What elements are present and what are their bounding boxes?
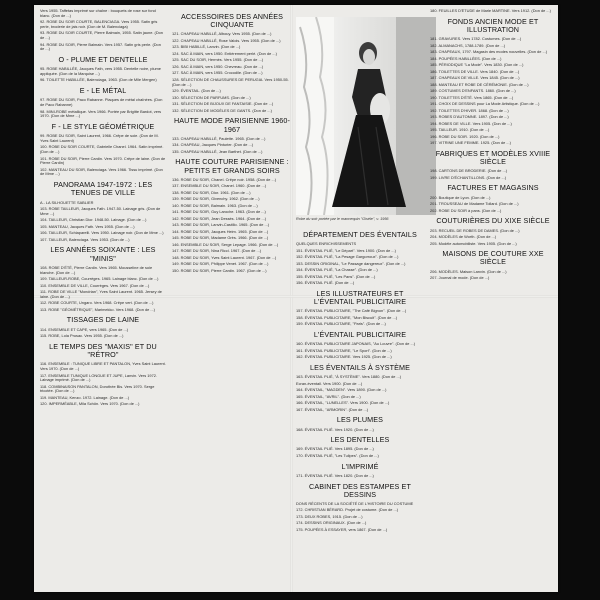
catalogue-entry: 107. TAILLEUR, Balenciaga. Vers 1953. (Don de ...) [40, 236, 130, 242]
section-heading: LES PLUMES [336, 415, 384, 425]
catalogue-entry: 99. ROBE DU SOIR, Saint Laurent, 1966. Crêpe de soie. (Don de M. Yves Saint Laurent) [40, 133, 159, 143]
catalogue-entry: 200. Boutique de Lyon. (Don de ...) [430, 194, 491, 200]
catalogue-sheet [34, 5, 558, 592]
catalogue-entry: 161. ÉVENTAIL PUBLICITAIRE, "Le Sport". (Don de ...) [296, 347, 392, 353]
catalogue-entry: QUELQUES ENRICHISSEMENTS [296, 241, 357, 247]
section-heading: HAUTE MODE PARISIENNE 1960-1967 [174, 116, 290, 134]
catalogue-entry: 189. COSTUMES D'ENFANTS. 1860. (Don de ...) [430, 88, 516, 94]
catalogue-entry: 158. ÉVENTAIL PUBLICITAIRE, "Mon Biscuit". (Don de ...) [296, 314, 398, 320]
catalogue-entry: 152. ÉVENTAIL PLIÉ, "La Pesage Gargorroux". (Don de ...) [296, 254, 399, 260]
catalogue-entry: 193. ROBES D'AUTOMNE. 1897. (Don de ...) [430, 114, 509, 120]
catalogue-entry: 159. ÉVENTAIL PUBLICITAIRE, "Paris". (Don de ...) [296, 321, 386, 327]
catalogue-entry: 112. ROBE COURTE, Ungaro. Vers 1968. Crêpe vert. (Don de ...) [40, 300, 154, 306]
catalogue-entry: 162. ÉVENTAIL PUBLICITAIRE. Vers 1925. (Don de ...) [296, 354, 392, 360]
catalogue-entry: 98. MINI-ROBE métallique. Vers 1966. Portée par Brigitte Bardot, vers 1970. (Don de Mme ...) [40, 108, 162, 119]
catalogue-entry: 121. CHAPEAU HABILLÉ, Albouy. Vers 1955. (Don de ...) [172, 31, 272, 37]
section-heading: LES DENTELLES [330, 435, 390, 445]
section-heading: LE TEMPS DES "MAXIS" ET DU "RÉTRO" [49, 341, 157, 360]
section-heading: LES ANNÉES SOIXANTE : LES "MINIS" [50, 245, 156, 263]
catalogue-entry: 199. LIVRE D'ÉCHANTILLONS. (Don de ...) [430, 174, 506, 180]
section-heading: L'IMPRIMÉ [341, 461, 379, 471]
section-heading: LES ILLUSTRATEURS ET L'ÉVENTAIL PUBLICITAIRE [313, 288, 407, 307]
catalogue-entry: 191. CHOIX DE DESSINS pour La Mode Artistique. (Don de ...) [430, 101, 540, 107]
catalogue-entry: 124. SAC À MAIN, vers 1950. Entièrement perlé. (Don de ...) [172, 50, 277, 56]
catalogue-entry: 110. ENSEMBLE DE VILLE, Courrèges. Vers 1967. (Don de ...) [40, 282, 150, 288]
catalogue-entry: 133. CHAPEAU HABILLÉ, Paulette. 1965. (Don de ...) [172, 135, 266, 141]
catalogue-entry: 138. ROBE DU SOIR, Dior. 1961. (Don de ...) [172, 189, 251, 195]
catalogue-entry: 103. ROBE TAILLEUR, Jacques Fath. 1947-50. Lainage gris. (Don de Mme ...) [40, 206, 161, 216]
catalogue-entry: 170. ÉVENTAIL PLIÉ, "Les Tulipes". (Don de ...) [296, 452, 379, 458]
section-heading: FONDS ANCIEN MODE ET ILLUSTRATION [447, 16, 539, 34]
catalogue-entry: 192. TOILETTES D'HIVER. 1868. (Don de ...) [430, 107, 509, 113]
catalogue-entry: 117. ENSEMBLE TUNIQUE LONGUE ET JUPE, Lanvin. Vers 1972. Lainage imprimé. (Don de ...) [40, 372, 157, 383]
catalogue-entry: 96. TOILETTE HABILLÉE, Balenciaga, 1963. (Don de Mlle Mergen) [40, 77, 157, 83]
catalogue-entry: 181. GRAVURES. Vers 1782. Costumes. (Don de ...) [430, 36, 522, 42]
catalogue-entry: 155. ÉVENTAIL PLIÉ, "Les Pans". (Don de ...) [296, 273, 376, 279]
catalogue-entry: 128. SÉLECTION DE CHAUSSURES DE PERUGIA. Vers 1950-55. (Don de ...) [172, 76, 289, 87]
catalogue-entry: 105. MANTEAU, Jacques Fath. Vers 1955. (Don de ...) [40, 223, 135, 229]
section-heading: MAISONS DE COUTURE XXE SIÈCLE [442, 249, 544, 267]
catalogue-entry: 140. ROBE DU SOIR, Balmain. 1963. (Don de ...) [172, 202, 258, 208]
catalogue-entry: 180. FEUILLES D'ÉTUDE de Marie MARTINE. Vers 1912. (Don de ...) [430, 9, 551, 13]
catalogue-entry: 165. ÉVENTAIL, "AVRIL". (Don de ...) [296, 393, 361, 399]
catalogue-entry: 92. ROBE DU SOIR COURTE, BALENCIAGA. Vers 1955. Satin gris perle, broderie de jais noir. (Don de M. Balenciaga) [40, 19, 158, 29]
catalogue-entry: 206. MODÈLES. Maison Lanvin. (Don de ...) [430, 268, 507, 274]
catalogue-entry: 97. ROBE DU SOIR, Paco Rabanne. Plaques de métal chaînées. (Don de Paco Rabanne) [40, 97, 163, 108]
catalogue-entry: 134. CHAPEAU, Jacques Pinturier. (Don de ...) [172, 142, 254, 148]
catalogue-entry: 160. ÉVENTAIL PUBLICITAIRE JAPONAIS, "Au Louvre". (Don de ...) [296, 341, 416, 347]
catalogue-entry: 198. CARTONS DE BRODERIE. (Don de ...) [430, 168, 508, 174]
section-heading: CABINET DES ESTAMPES ET DESSINS [309, 481, 411, 499]
catalogue-entry: 111. ROBE DE VILLE "Mondrian", Yves Saint Laurent. 1965. Jersey de laine. (Don de ...) [40, 289, 162, 299]
catalogue-entry: 145. ROBE DU SOIR, Madame Grès. 1966. (Don de ...) [172, 235, 269, 241]
catalogue-entry: 108. ROBE D'ÉTÉ, Pierre Cardin. Vers 1965. Mousseline de soie blanche. (Don de ...) [40, 264, 153, 275]
catalogue-entry: 100. ROBE DU SOIR COURTE, Gabrielle Chanel. 1964. Satin imprimé. (Don de ...) [40, 144, 164, 155]
catalogue-entry: 163. ÉVENTAIL PLIÉ, "À SYSTÈME". Vers 1880. (Don de ...) [296, 374, 402, 380]
section-heading: L'ÉVENTAIL PUBLICITAIRE [313, 330, 407, 340]
catalogue-entry: 185. PÉRIODIQUE "La Mode". Vers 1830. (Don de ...) [430, 62, 524, 68]
catalogue-entry: 125. SAC DU SOIR, Hermès. Vers 1955. (Don de ...) [172, 57, 264, 63]
catalogue-entry: 150. ROBE DU SOIR, Pierre Cardin. 1967. (Don de ...) [172, 267, 267, 273]
fashion-photograph [296, 17, 436, 215]
catalogue-entry: 120. IMPERMÉABLE, Mila Schön. Vers 1970. (Don de ...) [40, 401, 140, 407]
catalogue-entry: 122. CHAPEAU HABILLÉ, Rose Valois. Vers 1955. (Don de ...) [172, 37, 281, 43]
photo-caption: Robe du soir portée par le mannequin "Gisèle", v. 1956 [296, 217, 389, 221]
catalogue-entry: 129. ÉVENTAIL. (Don de ...) [172, 88, 221, 94]
column-4 [430, 9, 556, 589]
catalogue-entry: 188. MANTEAU ET ROBE DE CÉRÉMONIE. (Don de ...) [430, 81, 529, 87]
catalogue-entry: 132. SÉLECTION DE MODÈLES DE GANTS. (Don de ...) [172, 107, 272, 113]
catalogue-entry: 94. ROBE DU SOIR, Pierre Balmain. Vers 1957. Satin gris perle. (Don de ...) [40, 41, 161, 52]
section-heading: HAUTE COUTURE PARISIENNE : PETITS ET GRANDS SOIRS [175, 157, 289, 175]
catalogue-entry: Ecran-éventail. Vers 1900. (Don de ...) [296, 380, 363, 386]
catalogue-entry: 202. ROBE DU SOIR à pans. (Don de ...) [430, 207, 502, 213]
catalogue-entry: 104. TAILLEUR, Christian Dior. 1948-50. Lainage. (Don de ...) [40, 217, 147, 223]
section-heading: DÉPARTEMENT DES ÉVENTAILS [303, 230, 417, 239]
column-3-fans [296, 227, 424, 589]
catalogue-entry: 123. BIBI HABILLÉ, Lanvin. (Don de ...) [172, 44, 241, 50]
catalogue-entry: 101. ROBE DU SOIR, Pierre Cardin. Vers 1970. Crêpe de laine. (Don de Pierre Cardin) [40, 155, 166, 166]
catalogue-entry: 183. CHAPEAUX, 1797. Magasin des modes nouvelles. (Don de ...) [430, 49, 547, 55]
catalogue-entry: 194. ROBES DE VILLE. Vers 1905. (Don de ...) [430, 120, 512, 126]
catalogue-entry: 201. TROUSSEAU de Madame Tollard. (Don de ...) [430, 201, 519, 207]
catalogue-entry: 196. ROBE DU SOIR. 1920. (Don de ...) [430, 133, 500, 139]
section-heading: FABRIQUES ET MODÈLES XVIIIE SIÈCLE [435, 148, 551, 167]
catalogue-entry: 127. SAC À MAIN, vers 1955. Crocodile. (Don de ...) [172, 70, 263, 76]
catalogue-entry: 136. ROBE DU SOIR, Chanel. Crêpe noir. 1958. (Don de ...) [172, 176, 277, 182]
catalogue-entry: 137. ENSEMBLE DU SOIR, Chanel. 1960. (Don de ...) [172, 183, 267, 189]
catalogue-entry: 109. TAILLEUR-ROBE, Courrèges. 1965. Lainage blanc. (Don de ...) [40, 276, 159, 282]
catalogue-entry: 169. ÉVENTAIL PLIÉ. Vers 1895. (Don de ...) [296, 446, 374, 452]
catalogue-entry: 203. RECUEIL DE ROBES DE DAMES. (Don de ...) [430, 227, 520, 233]
section-heading: O - PLUME ET DENTELLE [58, 55, 148, 65]
column-1 [40, 9, 166, 589]
catalogue-entry: 114. ENSEMBLE ET CAPE, vers 1965. (Don de ...) [40, 326, 129, 332]
catalogue-entry: 143. ROBE DU SOIR, Lanvin-Castillo. 1965. (Don de ...) [172, 222, 270, 228]
catalogue-entry: 135. CHAPEAU HABILLÉ, Jean Barthet. (Don de ...) [172, 148, 263, 154]
catalogue-entry: DONS RÉCENTS DE LA SOCIÉTÉ DE L'HISTOIRE DU COSTUME [296, 500, 414, 506]
catalogue-entry: 147. ROBE DU SOIR, Nina Ricci. 1967. (Don de ...) [172, 248, 262, 254]
catalogue-entry: 119. MANTEAU, Kenzo. 1972. Lainage. (Don de ...) [40, 394, 130, 400]
catalogue-entry: 130. SÉLECTION DE PARFUMS. (Don de ...) [172, 94, 251, 100]
section-heading: LES ÉVENTAILS À SYSTÈME [309, 362, 411, 372]
catalogue-entry: 204. MODÈLES de Worth. (Don de ...) [430, 234, 497, 240]
catalogue-entry: 187. CHAPEAUX DE VILLE. Vers 1845. (Don de ...) [430, 75, 520, 81]
catalogue-entry: 171. ÉVENTAIL PLIÉ. Vers 1820. (Don de ...) [296, 472, 374, 478]
catalogue-entry: 151. ÉVENTAIL PLIÉ, "Le Départ". Vers 1900. (Don de ...) [296, 247, 396, 253]
catalogue-entry: 166. ÉVENTAIL, "LUNELLES". Vers 1900. (Don de ...) [296, 400, 390, 406]
catalogue-entry: Vers 1955. Taffetas imprimé sur chaîne : bouquets de rose sur fond blanc. (Don de ...) [40, 9, 156, 18]
catalogue-entry: 172. CHRISTIAN BÉRARD. Projet de costume. (Don de ...) [296, 507, 399, 513]
catalogue-entry: 168. ÉVENTAIL PLIÉ. Vers 1920. (Don de ...) [296, 426, 374, 432]
catalogue-entry: 184. POUPÉES HABILLÉES. (Don de ...) [430, 55, 502, 61]
catalogue-entry: 149. ROBE DU SOIR, Philippe Venet. 1967. (Don de ...) [172, 261, 269, 267]
catalogue-entry: 118. COMBINAISON PANTALON, Dorothée Bis. Vers 1970. Serge tricotée. (Don de ...) [40, 383, 155, 394]
catalogue-entry: 167. ÉVENTAIL, "ARMORIN". (Don de ...) [296, 406, 369, 412]
catalogue-entry: 131. SÉLECTION DE BIJOUX DE FANTAISIE. (Don de ...) [172, 101, 274, 107]
catalogue-entry: 146. ENSEMBLE DU SOIR, Serge Lepage. 1966. (Don de ...) [172, 241, 279, 247]
column-2 [172, 9, 292, 589]
catalogue-entry: 186. TOILETTES DE VILLE. Vers 1840. (Don de ...) [430, 68, 520, 74]
section-heading: E - LE MÉTAL [79, 86, 127, 96]
section-heading: COUTURIÈRES DU XIXE SIÈCLE [436, 216, 550, 226]
catalogue-entry: 142. ROBE DU SOIR, Jean Dessès. 1964. (Don de ...) [172, 215, 267, 221]
catalogue-entry: 126. SAC À MAIN, vers 1950. Chevreau. (Don de ...) [172, 63, 264, 69]
catalogue-entry: 207. Journal de mode. (Don de ...) [430, 275, 490, 281]
catalogue-entry: 157. ÉVENTAIL PUBLICITAIRE, "The Café Bignon". (Don de ...) [296, 308, 407, 314]
catalogue-entry: 148. ROBE DU SOIR, Yves Saint Laurent. 1967. (Don de ...) [172, 254, 277, 260]
catalogue-entry: 95. ROBE HABILLÉE, Jacques Fath, vers 1955. Dentelle noire, plume appliquée. (Don de la Marquise ...) [40, 66, 161, 76]
catalogue-entry: 116. ENSEMBLE : TUNIQUE LIBRE ET PANTALON, Yves Saint Laurent. Vers 1970. (Don de ...) [40, 361, 166, 371]
catalogue-entry: 93. ROBE DU SOIR COURTE, Pierre Balmain, 1955. Satin jaune. (Don de ...) [40, 30, 163, 41]
catalogue-entry: 154. ÉVENTAIL PLIÉ, "La Chasse". (Don de ...) [296, 267, 378, 273]
catalogue-entry: 153. DESSIN ORIGINAL, "Le Passage dangereux". (Don de ...) [296, 260, 406, 266]
catalogue-entry: A - LA SILHOUETTE SABLIER [40, 199, 94, 205]
catalogue-entry: 190. TOILETTES D'ÉTÉ. Vers 1865. (Don de ...) [430, 94, 514, 100]
catalogue-entry: 139. ROBE DU SOIR, Givenchy. 1962. (Don de ...) [172, 196, 260, 202]
catalogue-entry: 164. ÉVENTAIL, "MAGDEN". Vers 1890. (Don de ...) [296, 387, 387, 393]
catalogue-entry: 115. ROBE, Lola Prusac. Vers 1955. (Don de ...) [40, 333, 124, 339]
section-heading: F - LE STYLE GÉOMÉTRIQUE [51, 121, 155, 131]
section-heading: PANORAMA 1947-1972 : LES TENUES DE VILLE [53, 180, 153, 198]
catalogue-entry: 182. ALMANACHS, 1788-1789. (Don de ...) [430, 42, 506, 48]
catalogue-entry: 156. ÉVENTAIL PLIÉ. (Don de ...) [296, 280, 355, 286]
catalogue-entry: 174. DESSINS ORIGINAUX. (Don de ...) [296, 520, 367, 526]
catalogue-entry: 205. Modèle automobiliste. Vers 1905. (Don de ...) [430, 240, 517, 246]
catalogue-entry: 175. POUPÉES À ESSAYER, vers 1867. (Don de ...) [296, 526, 388, 532]
catalogue-entry: 144. ROBE DU SOIR, Jacques Heim. 1965. (Don de ...) [172, 228, 269, 234]
catalogue-entry: 113. ROBE "GÉOMÉTRIQUE", Marimekko. Vers 1968. (Don de ...) [40, 306, 155, 312]
section-heading: TISSAGES DE LAINE [66, 315, 140, 325]
catalogue-entry: 195. TAILLEUR. 1910. (Don de ...) [430, 127, 490, 133]
catalogue-entry: 173. DEUX ROBES, 1915. (Don de ...) [296, 513, 363, 519]
section-heading: ACCESSOIRES DES ANNÉES CINQUANTE [180, 12, 284, 30]
catalogue-entry: 197. VITRINE UNE FEMME. 1925. (Don de ...) [430, 140, 511, 146]
catalogue-entry: 102. MANTEAU DU SOIR, Balenciaga. Vers 1966. Tissu imprimé. (Don de Mme ...) [40, 166, 163, 177]
catalogue-entry: 141. ROBE DU SOIR, Guy Laroche. 1963. (Don de ...) [172, 209, 266, 215]
section-heading: FACTURES ET MAGASINS [447, 183, 539, 193]
catalogue-entry: 106. TAILLEUR, Schiaparelli. Vers 1950. Lainage noir. (Don de Mme ...) [40, 230, 164, 236]
